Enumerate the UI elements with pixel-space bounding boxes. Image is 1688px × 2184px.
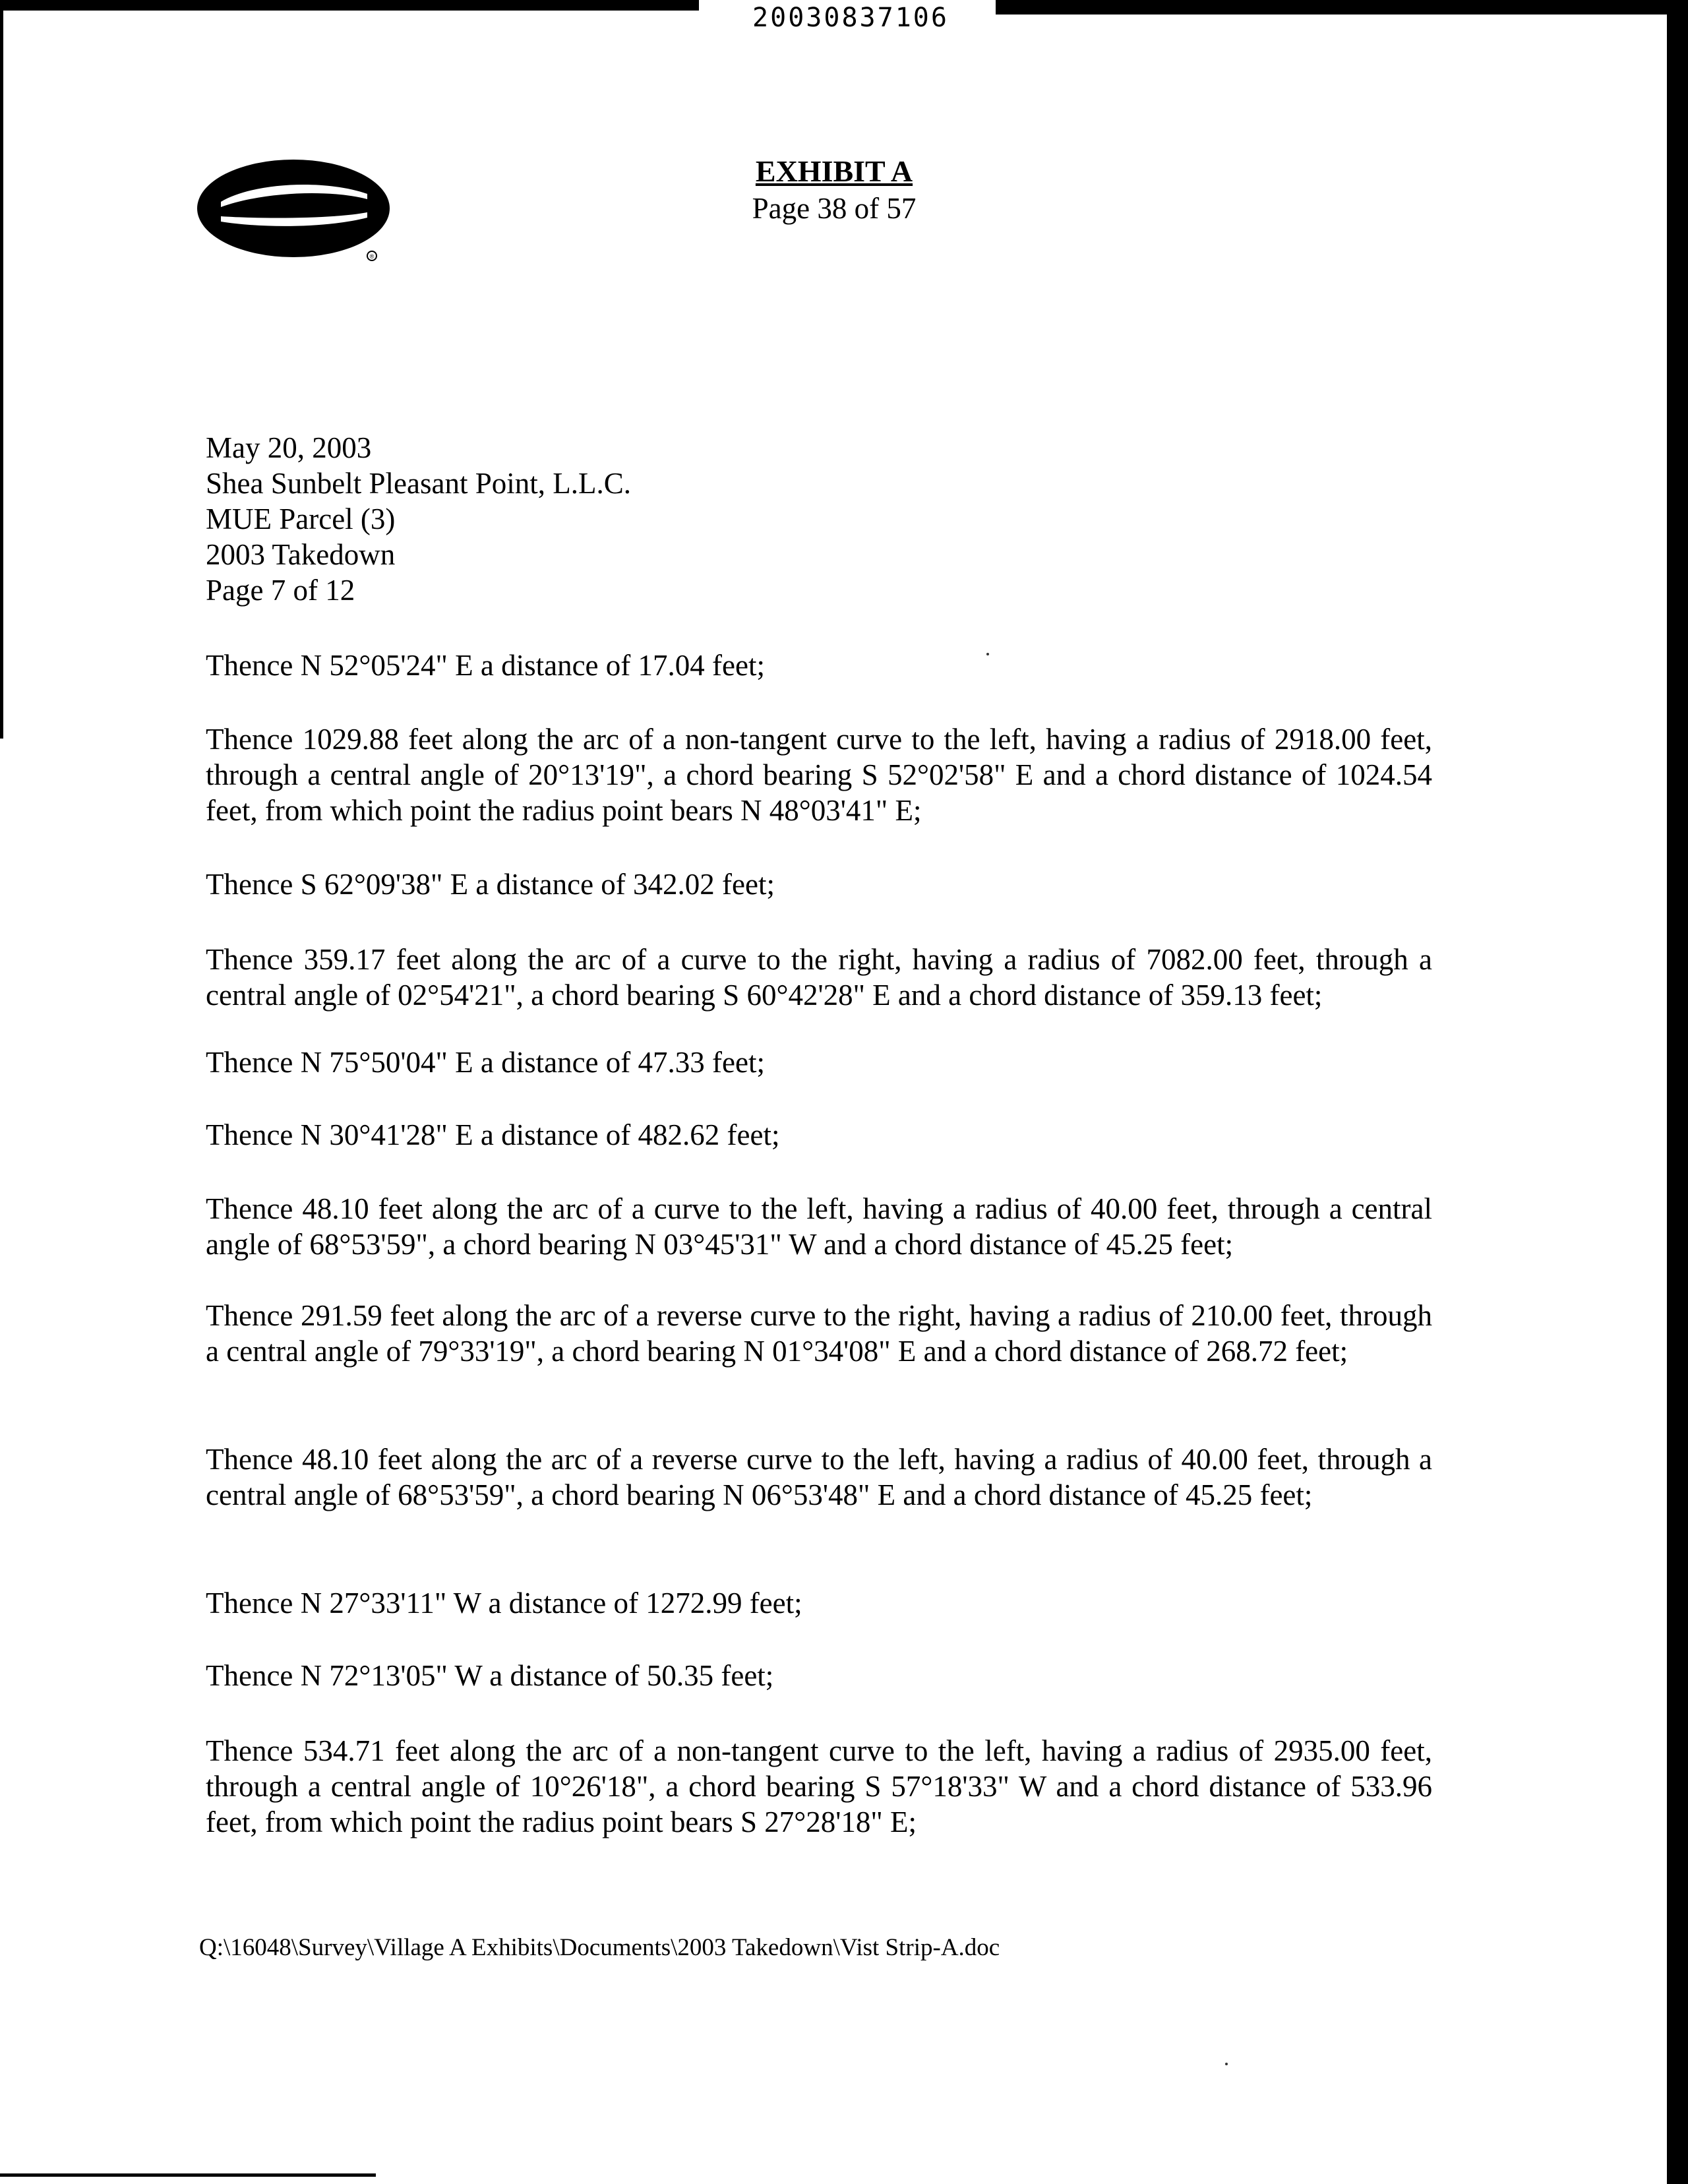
course-paragraph: Thence 48.10 feet along the arc of a curve to the left, having a radius of 40.00 feet, through a central angle of 68°53'59", a chord bearing N 03°45'31" W and a chord distance of 45.25 feet;	[206, 1192, 1432, 1261]
header-takedown: 2003 Takedown	[206, 538, 396, 571]
scan-edge-left	[0, 0, 3, 739]
scan-speck	[1225, 2063, 1228, 2065]
course-paragraph: Thence S 62°09'38" E a distance of 342.02 feet;	[206, 868, 775, 901]
exhibit-title: EXHIBIT A	[755, 154, 913, 188]
header-parcel: MUE Parcel (3)	[206, 502, 396, 535]
letter-header	[206, 430, 631, 608]
header-company: Shea Sunbelt Pleasant Point, L.L.C.	[206, 467, 631, 500]
footer-file-path: Q:\16048\Survey\Village A Exhibits\Documents\2003 Takedown\Vist Strip-A.doc	[199, 1934, 1000, 1961]
course-paragraph: Thence 359.17 feet along the arc of a curve to the right, having a radius of 7082.00 feet, through a central angle of 02°54'21", a chord bearing S 60°42'28" E and a chord distance of 359.13 feet;	[206, 943, 1432, 1012]
course-paragraph: Thence 291.59 feet along the arc of a reverse curve to the right, having a radius of 210.00 feet, through a central angle of 79°33'19", a chord bearing N 01°34'08" E and a chord distance of 268.72 feet;	[206, 1299, 1432, 1368]
scan-edge-bottom-left	[0, 2173, 376, 2177]
exhibit-page-number: Page 38 of 57	[752, 192, 917, 225]
document-number: 20030837106	[752, 3, 949, 33]
course-paragraph: Thence N 75°50'04" E a distance of 47.33 feet;	[206, 1046, 765, 1079]
course-paragraph: Thence 534.71 feet along the arc of a non-tangent curve to the left, having a radius of 2935.00 feet, through a central angle of 10°26'18", a chord bearing S 57°18'33" W and a chord distance of 533.96 feet, from which point the radius point bears S 27°28'18" E;	[206, 1734, 1432, 1838]
registered-mark: ®	[369, 253, 375, 260]
header-page: Page 7 of 12	[206, 574, 355, 607]
s-oval-logo-icon	[195, 156, 399, 268]
scan-edge-top-left	[0, 0, 699, 11]
course-paragraph: Thence 1029.88 feet along the arc of a non-tangent curve to the left, having a radius of 2918.00 feet, through a central angle of 20°13'19", a chord bearing S 52°02'58" E and a chord distance of 1024.54 feet, from which point the radius point bears N 48°03'41" E;	[206, 723, 1432, 827]
header-date: May 20, 2003	[206, 431, 372, 464]
course-paragraph: Thence 48.10 feet along the arc of a reverse curve to the left, having a radius of 40.00 feet, through a central angle of 68°53'59", a chord bearing N 06°53'48" E and a chord distance of 45.25 feet;	[206, 1443, 1432, 1511]
course-paragraph: Thence N 30°41'28" E a distance of 482.62 feet;	[206, 1118, 780, 1151]
exhibit-header	[712, 153, 956, 227]
scan-edge-right	[1667, 0, 1688, 2184]
scan-edge-top-right	[996, 0, 1688, 15]
course-paragraph: Thence N 72°13'05" W a distance of 50.35 feet;	[206, 1659, 774, 1692]
course-paragraph: Thence N 52°05'24" E a distance of 17.04 feet;	[206, 649, 765, 682]
course-paragraph: Thence N 27°33'11" W a distance of 1272.99 feet;	[206, 1587, 802, 1620]
